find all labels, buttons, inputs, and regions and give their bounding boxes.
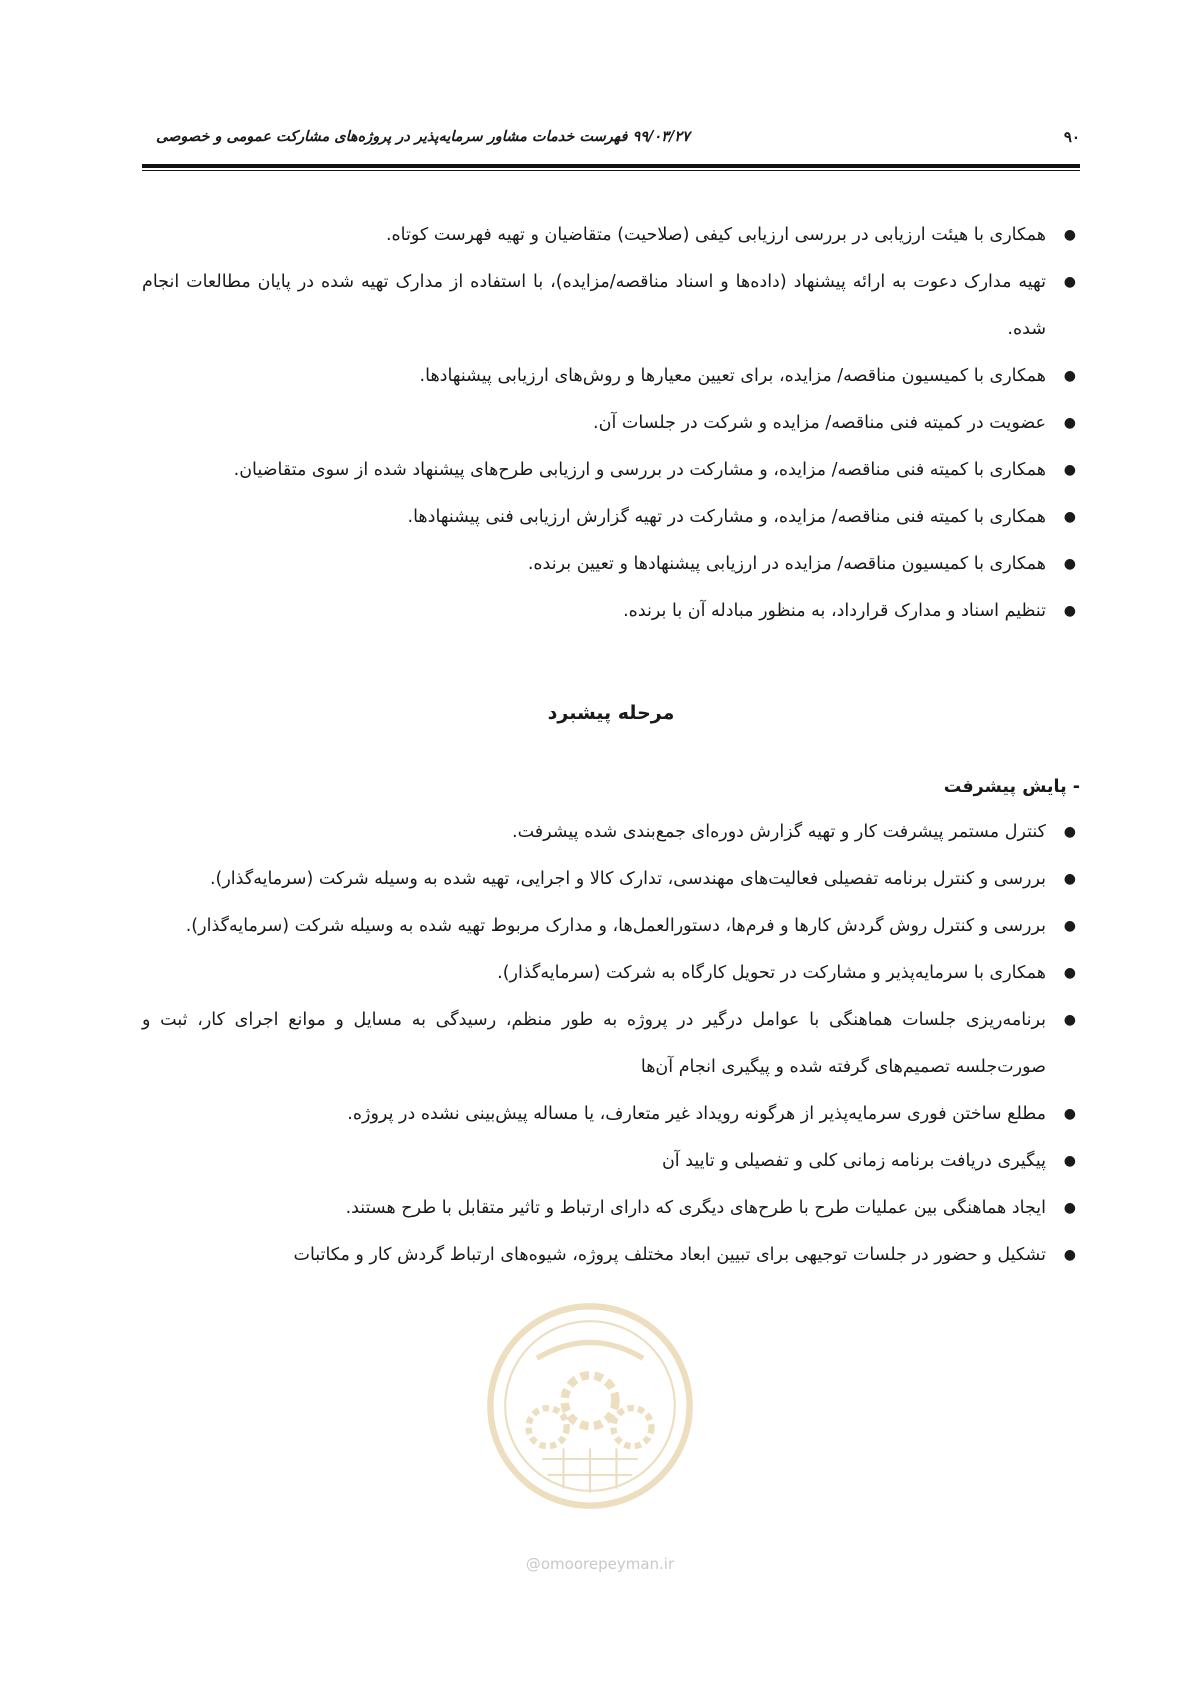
bullet-icon: ●	[1063, 368, 1076, 384]
list-item-text: کنترل مستمر پیشرفت کار و تهیه گزارش دوره‌ای جمع‌بندی شده پیشرفت.	[512, 822, 1046, 842]
list-item-text: تهیه مدارک دعوت به ارائه پیشنهاد (داده‌ها و اسناد مناقصه/مزایده)، با استفاده از مدارک تهیه شده در پایان مطالعات انجام شده.	[142, 272, 1046, 339]
list-item-text: برنامه‌ریزی جلسات هماهنگی با عوامل درگیر در پروژه به طور منظم، رسیدگی به مسایل و موانع اجرای کار، ثبت و صورت‌جلسه تصمیم‌های گرفته شده و پیگیری انجام آن‌ها	[142, 1010, 1046, 1077]
running-title	[142, 128, 690, 145]
list-item	[142, 856, 1080, 903]
list-item-text: همکاری با کمیته فنی مناقصه/ مزایده، و مشارکت در بررسی و ارزیابی طرح‌های پیشنهاد شده از سوی متقاضیان.	[233, 460, 1046, 480]
bullet-icon: ●	[1063, 603, 1076, 619]
header-rule-thick	[142, 164, 1080, 168]
document-date	[632, 128, 689, 145]
running-title-text: فهرست خدمات مشاور سرمایه‌پذیر در پروژه‌های مشارکت عمومی و خصوصی	[156, 128, 628, 145]
list-item-text: مطلع ساختن فوری سرمایه‌پذیر از هرگونه رویداد غیر متعارف، یا مساله پیش‌بینی نشده در پروژه.	[347, 1104, 1046, 1124]
list-item	[142, 447, 1080, 494]
bullet-icon: ●	[1063, 556, 1076, 572]
list-item-text: بررسی و کنترل روش گردش کارها و فرم‌ها، دستورالعمل‌ها، و مدارک مربوط تهیه شده به وسیله شرکت (سرمایه‌گذار).	[185, 916, 1046, 936]
bullet-icon: ●	[1063, 824, 1076, 840]
list-item	[142, 997, 1080, 1091]
page-number: ۹۰	[1063, 128, 1080, 146]
list-item-text: همکاری با کمیسیون مناقصه/ مزایده در ارزیابی پیشنهادها و تعیین برنده.	[527, 554, 1046, 574]
list-item-text: همکاری با کمیسیون مناقصه/ مزایده، برای تعیین معیارها و روش‌های ارزیابی پیشنهادها.	[419, 366, 1046, 386]
bullet-icon: ●	[1063, 1247, 1076, 1263]
list-item-text: همکاری با سرمایه‌پذیر و مشارکت در تحویل کارگاه به شرکت (سرمایه‌گذار).	[497, 963, 1046, 983]
bullet-list-progress	[142, 809, 1080, 1279]
bullet-icon: ●	[1063, 509, 1076, 525]
list-item	[142, 541, 1080, 588]
bullet-icon: ●	[1063, 462, 1076, 478]
list-item	[142, 950, 1080, 997]
list-item	[142, 1091, 1080, 1138]
list-item	[142, 259, 1080, 353]
list-item-text: عضویت در کمیته فنی مناقصه/ مزایده و شرکت در جلسات آن.	[593, 413, 1046, 433]
seal-logo-icon	[484, 1300, 696, 1512]
list-item	[142, 1232, 1080, 1279]
date-text: ۹۹/۰۳/۲۷	[632, 128, 690, 145]
running-header	[142, 128, 1080, 154]
list-item-text: تنظیم اسناد و مدارک قرارداد، به منظور مبادله آن با برنده.	[623, 601, 1046, 621]
bullet-icon: ●	[1063, 1012, 1076, 1028]
bullet-icon: ●	[1063, 227, 1076, 243]
list-item	[142, 400, 1080, 447]
list-item-text: بررسی و کنترل برنامه تفصیلی فعالیت‌های مهندسی، تدارک کالا و اجرایی، تهیه شده به وسیله شرکت (سرمایه‌گذار).	[209, 869, 1046, 889]
bullet-icon: ●	[1063, 1153, 1076, 1169]
list-item-text: تشکیل و حضور در جلسات توجیهی برای تبیین ابعاد مختلف پروژه، شیوه‌های ارتباط گردش کار و مکاتبات	[293, 1245, 1046, 1265]
bullet-icon: ●	[1063, 415, 1076, 431]
bullet-icon: ●	[1063, 274, 1076, 290]
sub-heading: - پایش پیشرفت	[943, 777, 1080, 797]
list-item	[142, 353, 1080, 400]
page-body	[142, 212, 1080, 1279]
list-item-text: پیگیری دریافت برنامه زمانی کلی و تفصیلی و تایید آن	[661, 1151, 1046, 1171]
bullet-list-evaluation	[142, 212, 1080, 635]
section-title: مرحله پیشبرد	[547, 702, 675, 724]
bullet-icon: ●	[1063, 1106, 1076, 1122]
list-item-text: همکاری با کمیته فنی مناقصه/ مزایده، و مشارکت در تهیه گزارش ارزیابی فنی پیشنهادها.	[407, 507, 1046, 527]
bullet-icon: ●	[1063, 1200, 1076, 1216]
list-item	[142, 1185, 1080, 1232]
list-item-text: همکاری با هیئت ارزیابی در بررسی ارزیابی کیفی (صلاحیت) متقاضیان و تهیه فهرست کوتاه.	[385, 225, 1046, 245]
bullet-icon: ●	[1063, 965, 1076, 981]
list-item	[142, 212, 1080, 259]
list-item-text: ایجاد هماهنگی بین عملیات طرح با طرح‌های دیگری که دارای ارتباط و تاثیر متقابل با طرح هستند.	[345, 1198, 1046, 1218]
bullet-icon: ●	[1063, 871, 1076, 887]
watermark-site: @omoorepeyman.ir	[525, 1555, 675, 1573]
list-item	[142, 494, 1080, 541]
list-item	[142, 588, 1080, 635]
bullet-icon: ●	[1063, 918, 1076, 934]
list-item	[142, 1138, 1080, 1185]
header-rule-thin	[142, 170, 1080, 171]
list-item	[142, 809, 1080, 856]
list-item	[142, 903, 1080, 950]
